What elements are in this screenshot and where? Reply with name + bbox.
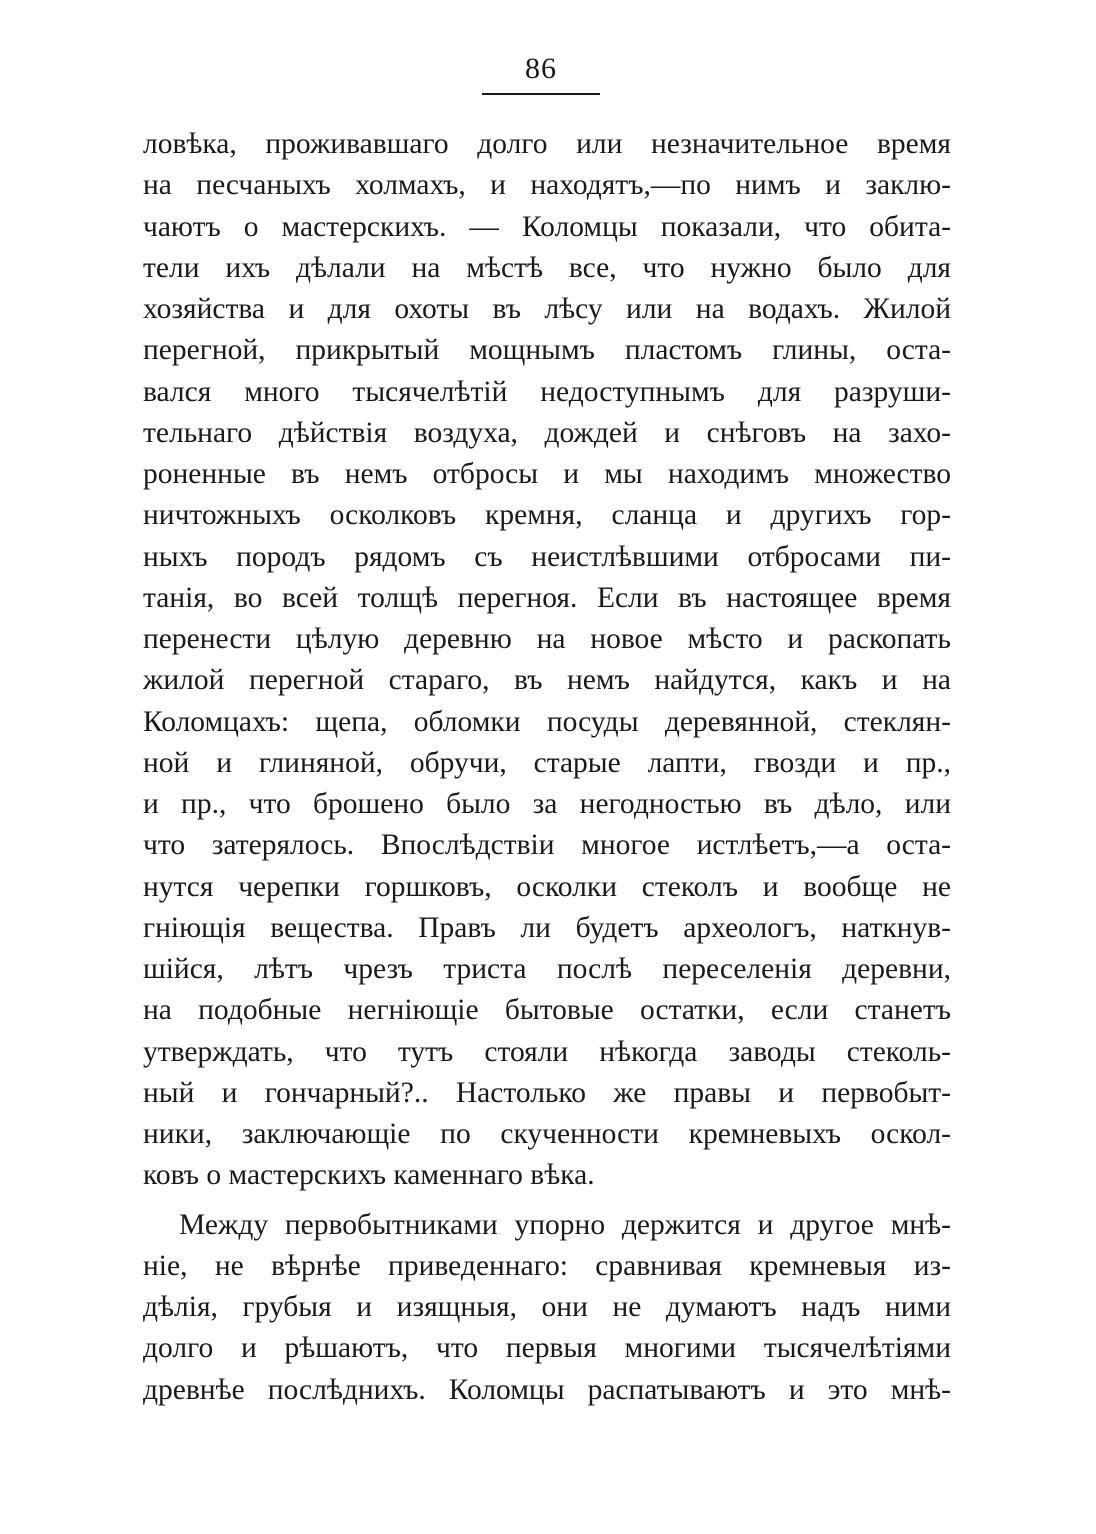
text-line: ный и гончарный?.. Настолько же правы и первобыт- (143, 1076, 951, 1109)
text-line: жилой перегной стараго, въ немъ найдутся, какъ и на (143, 664, 951, 697)
text-line: хозяйства и для охоты въ лѣсу или на водахъ. Жилой (143, 293, 951, 325)
text-line: древнѣе послѣднихъ. Коломцы распатываютъ и это мнѣ- (143, 1373, 951, 1406)
text-line: дѣлія, грубыя и изящныя, они не думаютъ надъ ними (143, 1291, 951, 1323)
body-text (143, 124, 951, 1411)
text-line: на песчаныхъ холмахъ, и находятъ,—по нимъ и заклю- (143, 169, 951, 202)
text-line: ничтожныхъ осколковъ кремня, сланца и другихъ гор- (143, 499, 951, 532)
text-line: гніющія вещества. Правъ ли будетъ археологъ, наткнув- (143, 911, 951, 944)
page-number: 86 (525, 52, 557, 85)
text-line: ной и глиняной, обручи, старые лапти, гвозди и пр., (143, 746, 951, 779)
text-line: Коломцахъ: щепа, обломки посуды деревянной, стеклян- (143, 705, 951, 738)
text-line: и пр., что брошено было за негодностью въ дѣло, или (143, 788, 951, 820)
text-line: перегной, прикрытый мощнымъ пластомъ глины, оста- (143, 334, 951, 367)
text-line: тельнаго дѣйствія воздуха, дождей и снѣговъ на захо- (143, 416, 951, 449)
text-line: ныхъ породъ рядомъ съ неистлѣвшими отбросами пи- (143, 540, 951, 573)
text-line: долго и рѣшаютъ, что первыя многими тысячелѣтіями (143, 1332, 951, 1365)
text-line: на подобные негніющіе бытовые остатки, если станетъ (143, 994, 951, 1027)
text-line: чаютъ о мастерскихъ. — Коломцы показали, что обита- (143, 210, 951, 243)
text-line: ловѣка, проживавшаго долго или незначительное время (143, 128, 951, 160)
paragraph-gap (143, 1197, 951, 1205)
text-line: перенести цѣлую деревню на новое мѣсто и раскопать (143, 623, 951, 655)
header-rule (482, 93, 600, 95)
text-line: нутся черепки горшковъ, осколки стеколъ и вообще не (143, 870, 951, 903)
text-line: роненные въ немъ отбросы и мы находимъ множество (143, 458, 951, 490)
text-line: ковъ о мастерскихъ каменнаго вѣка. (143, 1159, 595, 1192)
text-line: вался много тысячелѣтій недоступнымъ для разруши- (143, 375, 951, 408)
text-line: тели ихъ дѣлали на мѣстѣ все, что нужно было для (143, 251, 951, 284)
text-line: шійся, лѣтъ чрезъ триста послѣ переселенія деревни, (143, 953, 951, 985)
text-line: утверждать, что тутъ стояли нѣкогда заводы стеколь- (143, 1035, 951, 1068)
text-line: ники, заключающіе по скученности кремневыхъ оскол- (143, 1118, 951, 1150)
text-line: Между первобытниками упорно держится и другое мнѣ- (179, 1208, 951, 1241)
text-line: что затерялось. Впослѣдствіи многое истлѣетъ,—а оста- (143, 829, 951, 862)
text-line: танія, во всей толщѣ перегноя. Если въ настоящее время (143, 581, 951, 614)
text-line: ніе, не вѣрнѣе приведеннаго: сравнивая кремневыя из- (143, 1249, 951, 1282)
